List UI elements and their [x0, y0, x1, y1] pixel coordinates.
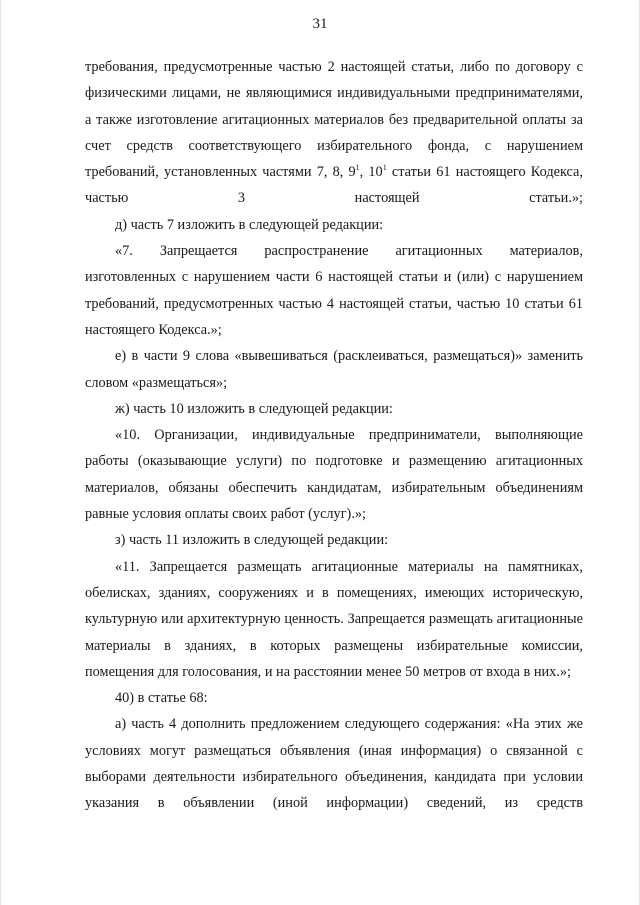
paragraph-text: статьи 61 настоящего Кодекса, частью 3 настоящей статьи.»;	[85, 164, 583, 207]
page-number: 31	[312, 16, 328, 32]
paragraph: 40) в статье 68:	[115, 690, 208, 707]
paragraph: ж) часть 10 изложить в следующей редакции:	[115, 400, 393, 417]
paragraph: «11. Запрещается размещать агитационные материалы на памятниках, обелисках, зданиях, сооружениях и в помещениях, имеющих историческую, культурную или архитектурную ценность. Запрещается размещать агитационные материалы в зданиях, в которых размещены избирательные комиссии, помещения для голосования, и на расстоянии менее 50 метров от входа в них.»;	[85, 558, 583, 680]
paragraph-text: , 10	[359, 164, 383, 181]
paragraph	[85, 54, 583, 212]
document-body	[85, 54, 583, 817]
superscript: 1	[382, 163, 387, 173]
paragraph: а) часть 4 дополнить предложением следующего содержания: «На этих же условиях могут размещаться объявления (иная информация) о связанной с выборами деятельности избирательного объединения, кандидата при условии указания в объявлении (иной информации) сведений, из средств	[85, 716, 583, 812]
superscript: 1	[355, 163, 360, 173]
paragraph: д) часть 7 изложить в следующей редакции:	[115, 216, 384, 233]
paragraph-text: требования, предусмотренные частью 2 настоящей статьи, либо по договору с физическими лицами, не являющимися индивидуальными предпринимателями, а также изготовление агитационных материалов без предварительной оплаты за счет средств соответствующего избирательного фонда, с нарушением требований, установленных частями 7, 8, 9	[85, 59, 583, 181]
paragraph: «10. Организации, индивидуальные предприниматели, выполняющие работы (оказывающие услуги) по подготовке и размещению агитационных материалов, обязаны обеспечить кандидатам, избирательным объединениям равные условия оплаты своих работ (услуг).»;	[85, 427, 583, 523]
paragraph: «7. Запрещается распространение агитационных материалов, изготовленных с нарушением части 6 настоящей статьи и (или) с нарушением требований, предусмотренных частью 4 настоящей статьи, частью 10 статьи 61 настоящего Кодекса.»;	[85, 243, 583, 338]
paragraph: з) часть 11 изложить в следующей редакции:	[115, 532, 389, 549]
paragraph: е) в части 9 слова «вывешиваться (расклеиваться, размещаться)» заменить словом «размещаться»;	[85, 348, 583, 391]
